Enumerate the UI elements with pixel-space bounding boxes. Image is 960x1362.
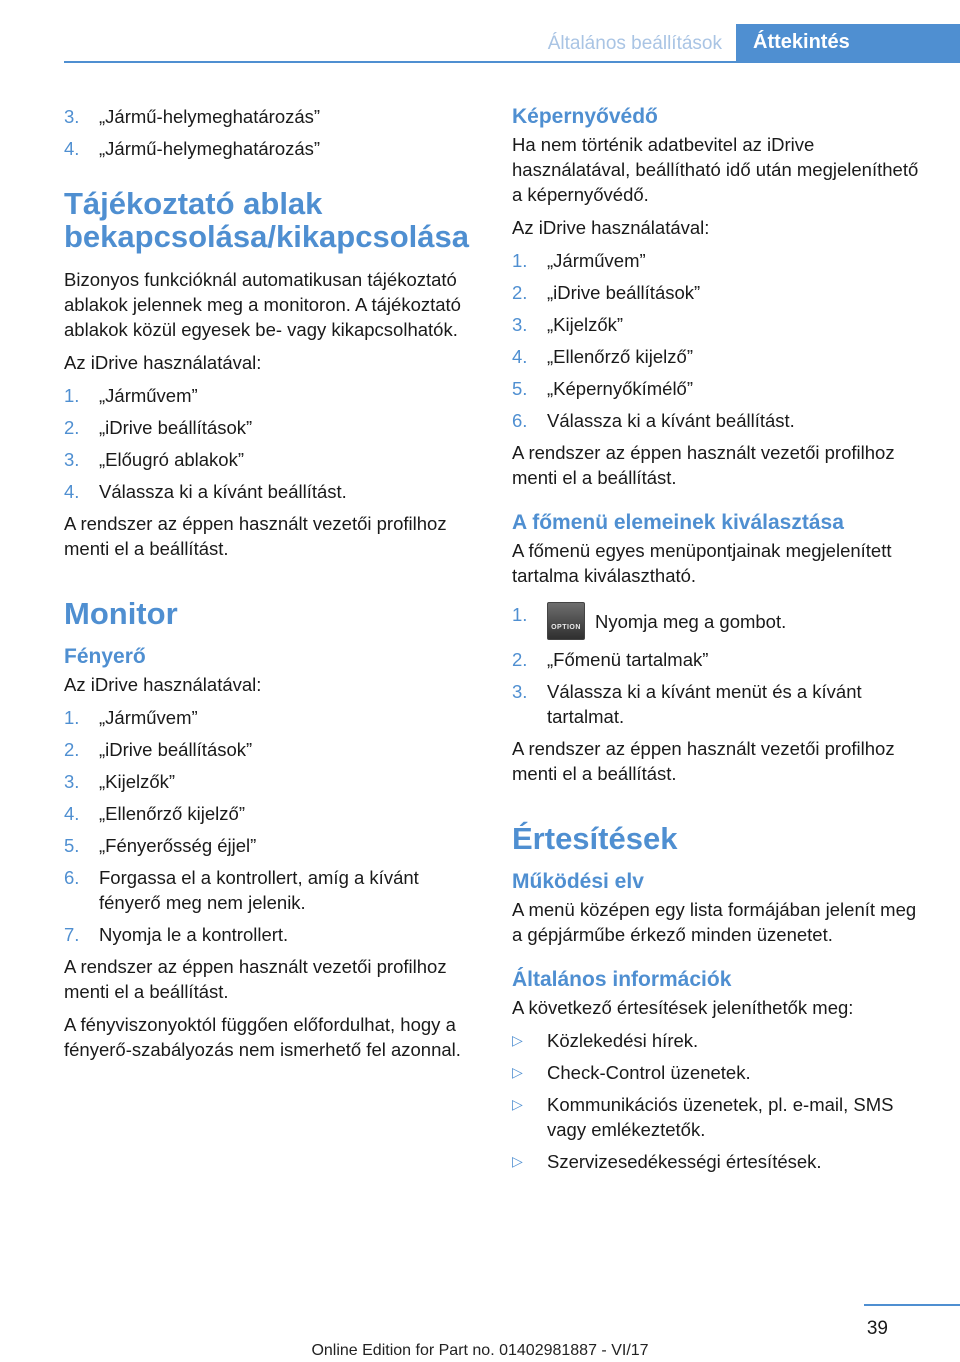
list-number: 6. <box>512 410 528 431</box>
list-text: „iDrive beállítások” <box>547 282 701 303</box>
list-item <box>64 922 479 947</box>
bullet-triangle-icon: ▷ <box>512 1153 523 1169</box>
list-item <box>64 479 479 504</box>
list-text: Forgassa el a kontrollert, amíg a kívánt fényerő meg nem jelenik. <box>99 867 419 913</box>
list-number: 4. <box>512 346 528 367</box>
list-number: 4. <box>64 481 80 502</box>
list-number: 5. <box>64 835 80 856</box>
list-number: 1. <box>64 385 80 406</box>
list-text: „Ellenőrző kijelző” <box>99 803 245 824</box>
option-icon-label: OPTION <box>551 624 581 631</box>
list-text: „Kijelzők” <box>547 314 624 335</box>
subsection-title-brightness: Fényerő <box>64 645 146 668</box>
list-item <box>512 647 928 672</box>
list-item <box>512 376 928 401</box>
list-text: Válassza ki a kívánt menüt és a kívánt tartalmat. <box>547 681 862 727</box>
paragraph: Bizonyos funkcióknál automatikusan tájékoztató ablakok jelennek meg a monitoron. A tájékoztató ablakok közül egyesek be- vagy kikapcsolhatók. <box>64 269 461 340</box>
steps-screensaver <box>512 248 928 433</box>
list-number: 2. <box>64 739 80 760</box>
list-item <box>64 383 479 408</box>
list-text: Check-Control üzenetek. <box>547 1062 751 1083</box>
paragraph: A rendszer az éppen használt vezetői profilhoz menti el a beállítást. <box>512 738 895 784</box>
list-text: „Jármű-helymeghatározás” <box>99 138 321 159</box>
right-column <box>512 104 928 1181</box>
list-number: 4. <box>64 803 80 824</box>
paragraph: A főmenü egyes menüpontjainak megjelenített tartalma kiválasztható. <box>512 540 892 586</box>
list-text: „iDrive beállítások” <box>99 739 253 760</box>
paragraph: Az iDrive használatával: <box>64 674 262 695</box>
list-item <box>512 312 928 337</box>
steps-main-menu <box>512 602 928 729</box>
list-item <box>512 1092 928 1142</box>
option-button-icon <box>547 602 585 640</box>
list-item <box>64 769 479 794</box>
list-number: 3. <box>64 106 80 127</box>
list-text: „Kijelzők” <box>99 771 176 792</box>
list-item <box>512 1060 928 1085</box>
list-item <box>512 1028 928 1053</box>
subsection-title-general-info: Általános információk <box>512 968 732 991</box>
subsection-title-main-menu: A főmenü elemeinek kiválasztása <box>512 511 844 534</box>
list-item <box>512 280 928 305</box>
subsection-title-principle: Működési elv <box>512 870 644 893</box>
list-text: „Előugró ablakok” <box>99 449 244 470</box>
list-item <box>64 801 479 826</box>
paragraph: A menü középen egy lista formájában jelenít meg a gépjárműbe érkező minden üzenetet. <box>512 899 917 945</box>
list-text: Közlekedési hírek. <box>547 1030 699 1051</box>
list-number: 1. <box>512 250 528 271</box>
list-item <box>64 415 479 440</box>
list-item <box>512 344 928 369</box>
list-text: „iDrive beállítások” <box>99 417 253 438</box>
notification-types-list <box>512 1028 928 1174</box>
list-item <box>64 833 479 858</box>
list-number: 2. <box>512 282 528 303</box>
paragraph: Ha nem történik adatbevitel az iDrive használatával, beállítható idő után megjeleníthető a képernyővédő. <box>512 134 919 205</box>
bullet-triangle-icon: ▷ <box>512 1032 523 1048</box>
header-rule <box>64 61 960 63</box>
steps-popup <box>64 383 479 504</box>
list-item <box>64 865 479 915</box>
list-text: Nyomja le a kontrollert. <box>99 924 289 945</box>
paragraph: Az iDrive használatával: <box>512 217 710 238</box>
paragraph: A rendszer az éppen használt vezetői profilhoz menti el a beállítást. <box>64 513 447 559</box>
step-text: Nyomja meg a gombot. <box>595 611 787 632</box>
list-number: 7. <box>64 924 80 945</box>
list-number: 3. <box>64 449 80 470</box>
list-text: „Főmenü tartalmak” <box>547 649 709 670</box>
list-item <box>512 248 928 273</box>
list-number: 2. <box>64 417 80 438</box>
section-title-popup: Tájékoztató ablak bekapcsolása/kikapcsolása <box>64 186 469 254</box>
list-number: 5. <box>512 378 528 399</box>
list-text: Kommunikációs üzenetek, pl. e-mail, SMS vagy emlékeztetők. <box>547 1094 894 1140</box>
list-item <box>64 447 479 472</box>
list-text: Szervizesedékességi értesítések. <box>547 1151 822 1172</box>
subsection-title-screensaver: Képernyővédő <box>512 105 658 128</box>
paragraph: A fényviszonyoktól függően előfordulhat, hogy a fényerő-szabályozás nem ismerhető fel azonnal. <box>64 1014 461 1060</box>
list-item <box>64 136 479 161</box>
paragraph: A következő értesítések jeleníthetők meg: <box>512 997 854 1018</box>
list-item <box>64 104 479 129</box>
bullet-triangle-icon: ▷ <box>512 1096 523 1112</box>
list-text: „Járművem” <box>99 707 198 728</box>
list-number: 2. <box>512 649 528 670</box>
section-title-monitor: Monitor <box>64 596 178 631</box>
list-text: Válassza ki a kívánt beállítást. <box>99 481 347 502</box>
list-text: Válassza ki a kívánt beállítást. <box>547 410 795 431</box>
header-section-title: Általános beállítások <box>547 33 722 54</box>
list-item <box>512 1149 928 1174</box>
left-column <box>64 104 479 1070</box>
steps-brightness <box>64 705 479 947</box>
list-text <box>547 602 928 640</box>
header-chapter-tab: Áttekintés <box>736 24 960 63</box>
list-top <box>64 104 479 161</box>
list-number: 6. <box>64 867 80 888</box>
list-item <box>512 679 928 729</box>
page-number: 39 <box>866 1318 888 1339</box>
list-number: 4. <box>64 138 80 159</box>
paragraph: A rendszer az éppen használt vezetői profilhoz menti el a beállítást. <box>64 956 447 1002</box>
list-number: 1. <box>64 707 80 728</box>
footer-rule <box>864 1304 960 1306</box>
list-text: „Jármű-helymeghatározás” <box>99 106 321 127</box>
paragraph: Az iDrive használatával: <box>64 352 262 373</box>
list-text: „Ellenőrző kijelző” <box>547 346 693 367</box>
bullet-triangle-icon: ▷ <box>512 1064 523 1080</box>
list-number: 3. <box>64 771 80 792</box>
list-item <box>64 737 479 762</box>
list-item <box>64 705 479 730</box>
list-text: „Járművem” <box>547 250 646 271</box>
section-title-notifications: Értesítések <box>512 821 678 856</box>
list-number: 1. <box>512 604 528 625</box>
list-text: „Járművem” <box>99 385 198 406</box>
list-number: 3. <box>512 681 528 702</box>
list-text: „Képernyőkímélő” <box>547 378 694 399</box>
list-text: „Fényerősség éjjel” <box>99 835 257 856</box>
footer-edition: Online Edition for Part no. 01402981887 - VI/17 <box>311 1342 649 1359</box>
paragraph: A rendszer az éppen használt vezetői profilhoz menti el a beállítást. <box>512 442 895 488</box>
list-number: 3. <box>512 314 528 335</box>
list-item <box>512 602 928 640</box>
list-item <box>512 408 928 433</box>
